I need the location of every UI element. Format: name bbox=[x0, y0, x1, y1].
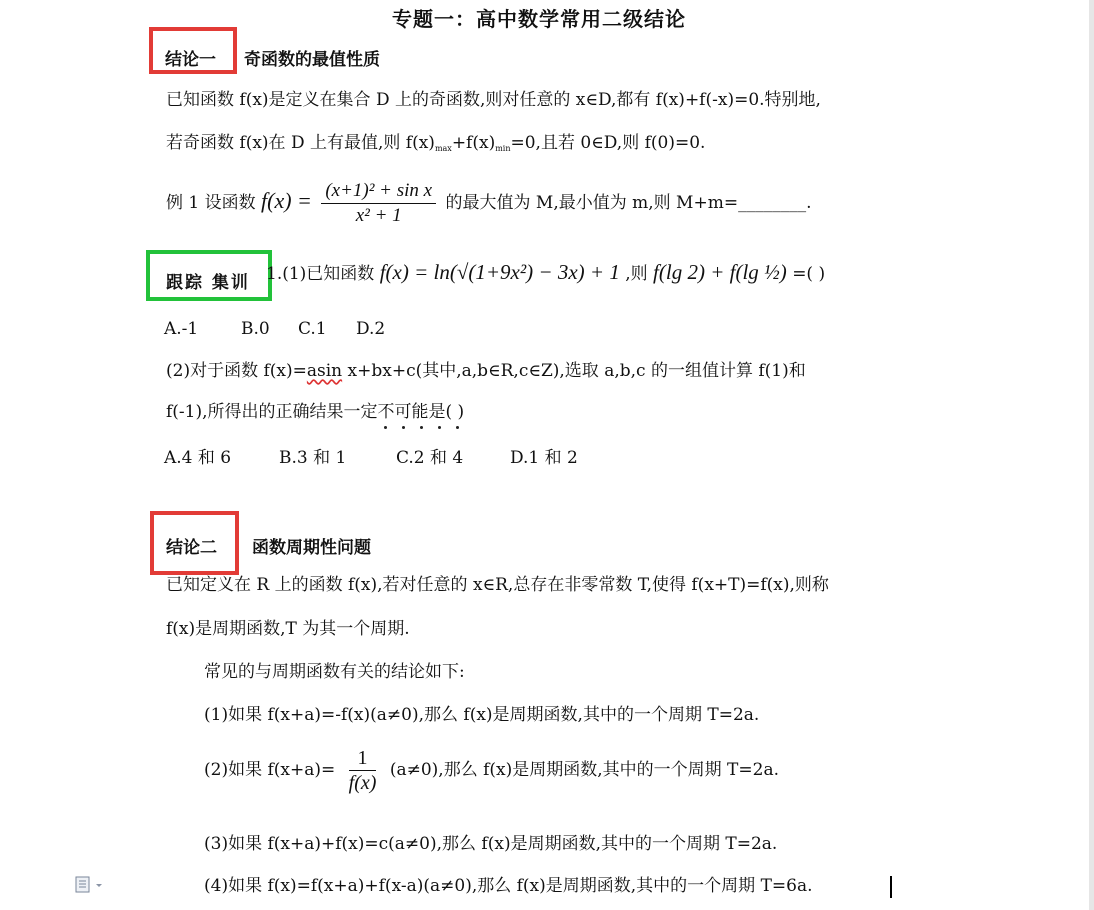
training-q1 bbox=[266, 262, 825, 284]
q2-option-b: B.3 和 1 bbox=[279, 448, 347, 468]
section2-intro: 常见的与周期函数有关的结论如下: bbox=[204, 662, 465, 682]
training-label: 跟踪 集训 bbox=[166, 273, 250, 293]
example-fx: f(x) = bbox=[261, 188, 312, 213]
section2-item1: (1)如果 f(x+a)=-f(x)(a≠0),那么 f(x)是周期函数,其中的一个周期 T=2a. bbox=[204, 705, 760, 725]
item2-fraction bbox=[349, 748, 377, 793]
q2-option-c: C.2 和 4 bbox=[396, 448, 464, 468]
q1-suffix: =( ) bbox=[792, 264, 826, 284]
section2-label: 结论二 bbox=[166, 538, 217, 558]
q2-line2: f(-1),所得出的正确结果一定不可能是( ) bbox=[166, 402, 465, 422]
emphasis-dot bbox=[420, 426, 423, 429]
q1-prefix: 1.(1)已知函数 bbox=[266, 264, 375, 284]
item2-denominator: f(x) bbox=[348, 772, 377, 794]
document-paste-options-icon[interactable] bbox=[74, 876, 106, 898]
emphasis-dot bbox=[456, 426, 459, 429]
q1-expr: f(lg 2) + f(lg ½) bbox=[653, 260, 787, 284]
section2-line2: f(x)是周期函数,T 为其一个周期. bbox=[166, 619, 410, 639]
example1 bbox=[166, 181, 811, 226]
section2-item3: (3)如果 f(x+a)+f(x)=c(a≠0),那么 f(x)是周期函数,其中的一个周期 T=2a. bbox=[204, 834, 778, 854]
item2-suffix: (a≠0),那么 f(x)是周期函数,其中的一个周期 T=2a. bbox=[389, 760, 780, 780]
q1-option-c: C.1 bbox=[298, 319, 327, 339]
section2-item2 bbox=[204, 748, 779, 793]
q1-option-a: A.-1 bbox=[164, 319, 199, 339]
q1-option-b: B.0 bbox=[241, 319, 270, 339]
example-fraction bbox=[321, 181, 436, 226]
q2-line1: (2)对于函数 f(x)=asin x+bx+c(其中,a,b∈R,c∈Z),选取 a,b,c 的一组值计算 f(1)和 bbox=[166, 361, 806, 381]
section1-line1: 已知函数 f(x)是定义在集合 D 上的奇函数,则对任意的 x∈D,都有 f(x)+f(-x)=0.特别地, bbox=[166, 90, 821, 110]
q2-option-a: A.4 和 6 bbox=[164, 448, 232, 468]
emphasis-dot bbox=[384, 426, 387, 429]
section1-heading: 奇函数的最值性质 bbox=[244, 50, 380, 70]
emphasis-dot bbox=[402, 426, 405, 429]
asin-spellcheck: asin bbox=[306, 361, 343, 381]
example-suffix: 的最大值为 M,最小值为 m,则 M+m=________. bbox=[445, 193, 812, 213]
q2-option-d: D.1 和 2 bbox=[510, 448, 578, 468]
example-denominator: x² + 1 bbox=[355, 205, 402, 226]
example-prefix: 例 1 设函数 bbox=[166, 193, 262, 213]
section2-item4: (4)如果 f(x)=f(x+a)+f(x-a)(a≠0),那么 f(x)是周期函数,其中的一个周期 T=6a. bbox=[204, 876, 813, 896]
section2-heading: 函数周期性问题 bbox=[252, 538, 371, 558]
item2-prefix: (2)如果 f(x+a)= bbox=[204, 760, 336, 780]
text-cursor bbox=[890, 876, 892, 898]
item2-numerator: 1 bbox=[349, 748, 377, 771]
page-title: 专题一：高中数学常用二级结论 bbox=[392, 7, 686, 31]
q1-formula: f(x) = ln(√(1+9x²) − 3x) + 1 bbox=[379, 260, 620, 284]
section1-line2: 若奇函数 f(x)在 D 上有最值,则 $f(x)_{max}+f(x)_{min}=0$,且若 0∈D,则 f(0)=0. bbox=[166, 133, 706, 153]
section2-line1: 已知定义在 R 上的函数 f(x),若对任意的 x∈R,总存在非零常数 T,使得 f(x+T)=f(x),则称 bbox=[166, 575, 829, 595]
emphasis-dot bbox=[438, 426, 441, 429]
q1-option-d: D.2 bbox=[356, 319, 386, 339]
q1-mid: ,则 bbox=[625, 264, 648, 284]
section1-label: 结论一 bbox=[165, 50, 216, 70]
example-numerator: (x+1)² + sin x bbox=[321, 181, 436, 204]
page-edge bbox=[1089, 0, 1094, 910]
